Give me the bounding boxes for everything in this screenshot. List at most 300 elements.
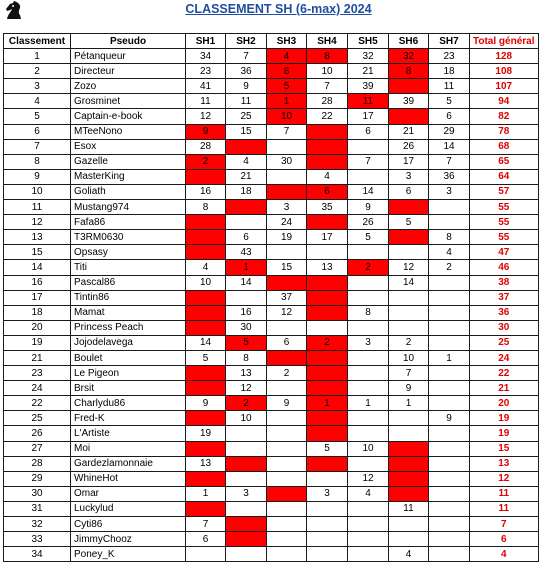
sh1-cell: 12 bbox=[186, 109, 226, 124]
sh3-cell: 24 bbox=[267, 215, 307, 230]
sh6-cell: 32 bbox=[389, 49, 429, 64]
sh1-cell: 7 bbox=[186, 517, 226, 532]
sh2-cell bbox=[226, 471, 267, 486]
sh1-cell bbox=[186, 366, 226, 381]
sh1-cell: 9 bbox=[186, 396, 226, 411]
sh4-cell: 13 bbox=[307, 260, 348, 275]
sh5-cell bbox=[348, 456, 389, 471]
sh3-cell: 8 bbox=[267, 64, 307, 79]
sh2-cell: 3 bbox=[226, 486, 267, 501]
sh5-cell: 6 bbox=[348, 124, 389, 139]
rank-cell: 12 bbox=[4, 215, 71, 230]
sh1-cell bbox=[186, 290, 226, 305]
sh1-cell: 9 bbox=[186, 124, 226, 139]
rank-cell: 2 bbox=[4, 64, 71, 79]
col-header-pseudo: Pseudo bbox=[71, 34, 186, 49]
sh7-cell bbox=[429, 486, 470, 501]
total-cell: 22 bbox=[470, 366, 539, 381]
rank-cell: 17 bbox=[4, 290, 71, 305]
sh5-cell: 9 bbox=[348, 200, 389, 215]
sh7-cell: 7 bbox=[429, 154, 470, 169]
sh5-cell: 14 bbox=[348, 184, 389, 199]
page-title: CLASSEMENT SH (6-max) 2024 bbox=[185, 2, 372, 16]
sh6-cell: 11 bbox=[389, 501, 429, 516]
sh4-cell bbox=[307, 426, 348, 441]
sh7-cell bbox=[429, 290, 470, 305]
sh6-cell: 39 bbox=[389, 94, 429, 109]
sh4-cell bbox=[307, 456, 348, 471]
table-row bbox=[4, 124, 539, 139]
total-cell: 7 bbox=[470, 517, 539, 532]
sh2-cell bbox=[226, 426, 267, 441]
sh2-cell: 30 bbox=[226, 320, 267, 335]
sh4-cell bbox=[307, 139, 348, 154]
total-cell: 55 bbox=[470, 200, 539, 215]
sh6-cell bbox=[389, 245, 429, 260]
table-row bbox=[4, 335, 539, 350]
sh6-cell bbox=[389, 517, 429, 532]
sh1-cell bbox=[186, 230, 226, 245]
sh6-cell: 8 bbox=[389, 64, 429, 79]
total-cell: 15 bbox=[470, 441, 539, 456]
pseudo-cell: L'Artiste bbox=[71, 426, 186, 441]
rank-cell: 4 bbox=[4, 94, 71, 109]
sh4-cell bbox=[307, 290, 348, 305]
sh7-cell bbox=[429, 366, 470, 381]
total-cell: 57 bbox=[470, 184, 539, 199]
sh3-cell bbox=[267, 245, 307, 260]
col-header-total: Total général bbox=[470, 34, 539, 49]
sh5-cell: 7 bbox=[348, 154, 389, 169]
sh2-cell: 5 bbox=[226, 335, 267, 350]
sh3-cell: 9 bbox=[267, 396, 307, 411]
sh3-cell bbox=[267, 547, 307, 562]
sh4-cell: 28 bbox=[307, 94, 348, 109]
table-row bbox=[4, 501, 539, 516]
total-cell: 128 bbox=[470, 49, 539, 64]
pseudo-cell: Opsasy bbox=[71, 245, 186, 260]
rank-cell: 15 bbox=[4, 245, 71, 260]
sh4-cell bbox=[307, 215, 348, 230]
sh2-cell: 12 bbox=[226, 381, 267, 396]
table-row bbox=[4, 154, 539, 169]
sh7-cell bbox=[429, 215, 470, 230]
pseudo-cell: Pétanqueur bbox=[71, 49, 186, 64]
sh1-cell: 14 bbox=[186, 335, 226, 350]
sh5-cell bbox=[348, 139, 389, 154]
pseudo-cell: Cyti86 bbox=[71, 517, 186, 532]
sh7-cell: 14 bbox=[429, 139, 470, 154]
pseudo-cell: Charlydu86 bbox=[71, 396, 186, 411]
sh7-cell: 23 bbox=[429, 49, 470, 64]
sh7-cell bbox=[429, 275, 470, 290]
rank-cell: 1 bbox=[4, 49, 71, 64]
sh4-cell bbox=[307, 381, 348, 396]
sh4-cell bbox=[307, 547, 348, 562]
rank-cell: 19 bbox=[4, 335, 71, 350]
table-row bbox=[4, 290, 539, 305]
rank-cell: 21 bbox=[4, 350, 71, 365]
sh3-cell: 15 bbox=[267, 260, 307, 275]
rank-cell: 8 bbox=[4, 154, 71, 169]
pseudo-cell: Gardezlamonnaie bbox=[71, 456, 186, 471]
rank-cell: 22 bbox=[4, 396, 71, 411]
sh2-cell: 10 bbox=[226, 411, 267, 426]
rank-cell: 6 bbox=[4, 124, 71, 139]
sh2-cell: 43 bbox=[226, 245, 267, 260]
sh1-cell bbox=[186, 471, 226, 486]
sh7-cell bbox=[429, 441, 470, 456]
sh1-cell: 13 bbox=[186, 456, 226, 471]
table-row bbox=[4, 139, 539, 154]
rank-cell: 30 bbox=[4, 486, 71, 501]
sh2-cell: 6 bbox=[226, 230, 267, 245]
sh7-cell: 4 bbox=[429, 245, 470, 260]
total-cell: 65 bbox=[470, 154, 539, 169]
rank-cell: 13 bbox=[4, 230, 71, 245]
pseudo-cell: MasterKing bbox=[71, 169, 186, 184]
sh7-cell bbox=[429, 501, 470, 516]
table-row bbox=[4, 230, 539, 245]
sh6-cell bbox=[389, 426, 429, 441]
sh1-cell: 11 bbox=[186, 94, 226, 109]
total-cell: 6 bbox=[470, 532, 539, 547]
sh6-cell: 9 bbox=[389, 381, 429, 396]
pseudo-cell: Titi bbox=[71, 260, 186, 275]
pseudo-cell: Tintin86 bbox=[71, 290, 186, 305]
sh5-cell bbox=[348, 169, 389, 184]
col-header-sh3: SH3 bbox=[267, 34, 307, 49]
sh5-cell: 17 bbox=[348, 109, 389, 124]
total-cell: 107 bbox=[470, 79, 539, 94]
total-cell: 19 bbox=[470, 411, 539, 426]
sh3-cell bbox=[267, 411, 307, 426]
sh3-cell: 5 bbox=[267, 79, 307, 94]
sh4-cell bbox=[307, 154, 348, 169]
sh6-cell bbox=[389, 486, 429, 501]
sh3-cell bbox=[267, 184, 307, 199]
total-cell: 12 bbox=[470, 471, 539, 486]
sh3-cell bbox=[267, 426, 307, 441]
sh6-cell bbox=[389, 456, 429, 471]
rank-cell: 24 bbox=[4, 381, 71, 396]
sh4-cell: 1 bbox=[307, 396, 348, 411]
sh2-cell: 16 bbox=[226, 305, 267, 320]
sh6-cell bbox=[389, 532, 429, 547]
sh2-cell bbox=[226, 501, 267, 516]
sh3-cell: 1 bbox=[267, 94, 307, 109]
sh4-cell: 5 bbox=[307, 441, 348, 456]
table-row bbox=[4, 305, 539, 320]
rank-cell: 20 bbox=[4, 320, 71, 335]
sh5-cell bbox=[348, 517, 389, 532]
rank-cell: 26 bbox=[4, 426, 71, 441]
total-cell: 68 bbox=[470, 139, 539, 154]
rank-cell: 5 bbox=[4, 109, 71, 124]
sh3-cell bbox=[267, 320, 307, 335]
col-header-sh5: SH5 bbox=[348, 34, 389, 49]
sh4-cell: 4 bbox=[307, 169, 348, 184]
table-row bbox=[4, 109, 539, 124]
sh3-cell: 37 bbox=[267, 290, 307, 305]
sh3-cell bbox=[267, 456, 307, 471]
sh5-cell: 26 bbox=[348, 215, 389, 230]
pseudo-cell: Fred-K bbox=[71, 411, 186, 426]
sh6-cell: 17 bbox=[389, 154, 429, 169]
total-cell: 108 bbox=[470, 64, 539, 79]
table-row bbox=[4, 215, 539, 230]
sh4-cell bbox=[307, 305, 348, 320]
sh3-cell: 30 bbox=[267, 154, 307, 169]
sh4-cell bbox=[307, 275, 348, 290]
rank-cell: 16 bbox=[4, 275, 71, 290]
sh5-cell: 8 bbox=[348, 305, 389, 320]
sh6-cell: 6 bbox=[389, 184, 429, 199]
pseudo-cell: Zozo bbox=[71, 79, 186, 94]
sh6-cell: 10 bbox=[389, 350, 429, 365]
sh1-cell bbox=[186, 501, 226, 516]
sh5-cell: 32 bbox=[348, 49, 389, 64]
sh7-cell bbox=[429, 200, 470, 215]
sh2-cell: 1 bbox=[226, 260, 267, 275]
pseudo-cell: Omar bbox=[71, 486, 186, 501]
sh2-cell bbox=[226, 547, 267, 562]
sh2-cell bbox=[226, 215, 267, 230]
sh5-cell bbox=[348, 426, 389, 441]
sh1-cell bbox=[186, 305, 226, 320]
sh2-cell bbox=[226, 139, 267, 154]
sh1-cell: 16 bbox=[186, 184, 226, 199]
rank-cell: 28 bbox=[4, 456, 71, 471]
sh4-cell: 35 bbox=[307, 200, 348, 215]
pseudo-cell: Brsit bbox=[71, 381, 186, 396]
sh5-cell: 3 bbox=[348, 335, 389, 350]
sh2-cell: 21 bbox=[226, 169, 267, 184]
sh1-cell bbox=[186, 547, 226, 562]
sh4-cell: 3 bbox=[307, 486, 348, 501]
pseudo-cell: Goliath bbox=[71, 184, 186, 199]
sh1-cell: 34 bbox=[186, 49, 226, 64]
total-cell: 11 bbox=[470, 501, 539, 516]
rank-cell: 9 bbox=[4, 169, 71, 184]
table-row bbox=[4, 547, 539, 562]
sh2-cell: 14 bbox=[226, 275, 267, 290]
total-cell: 24 bbox=[470, 350, 539, 365]
sh6-cell bbox=[389, 471, 429, 486]
rank-cell: 29 bbox=[4, 471, 71, 486]
sh5-cell bbox=[348, 350, 389, 365]
total-cell: 25 bbox=[470, 335, 539, 350]
table-row bbox=[4, 411, 539, 426]
sh3-cell bbox=[267, 350, 307, 365]
pseudo-cell: Directeur bbox=[71, 64, 186, 79]
sh5-cell: 39 bbox=[348, 79, 389, 94]
sh4-cell bbox=[307, 350, 348, 365]
sh3-cell: 12 bbox=[267, 305, 307, 320]
sh4-cell bbox=[307, 245, 348, 260]
sh3-cell bbox=[267, 517, 307, 532]
sh7-cell: 36 bbox=[429, 169, 470, 184]
total-cell: 55 bbox=[470, 230, 539, 245]
sh5-cell: 10 bbox=[348, 441, 389, 456]
sh1-cell: 23 bbox=[186, 64, 226, 79]
sh3-cell: 19 bbox=[267, 230, 307, 245]
table-row bbox=[4, 366, 539, 381]
sh5-cell: 2 bbox=[348, 260, 389, 275]
sh5-cell bbox=[348, 290, 389, 305]
table-row bbox=[4, 200, 539, 215]
ranking-table bbox=[3, 33, 539, 562]
pseudo-cell: Boulet bbox=[71, 350, 186, 365]
sh7-cell: 5 bbox=[429, 94, 470, 109]
sh3-cell bbox=[267, 275, 307, 290]
rank-cell: 31 bbox=[4, 501, 71, 516]
pseudo-cell: Fafa86 bbox=[71, 215, 186, 230]
sh3-cell bbox=[267, 486, 307, 501]
sh3-cell bbox=[267, 139, 307, 154]
rank-cell: 32 bbox=[4, 517, 71, 532]
sh2-cell bbox=[226, 200, 267, 215]
sh3-cell bbox=[267, 381, 307, 396]
sh7-cell bbox=[429, 426, 470, 441]
total-cell: 82 bbox=[470, 109, 539, 124]
total-cell: 30 bbox=[470, 320, 539, 335]
col-header-sh1: SH1 bbox=[186, 34, 226, 49]
sh5-cell: 1 bbox=[348, 396, 389, 411]
table-row bbox=[4, 486, 539, 501]
sh5-cell bbox=[348, 275, 389, 290]
rank-cell: 11 bbox=[4, 200, 71, 215]
rank-cell: 7 bbox=[4, 139, 71, 154]
total-cell: 47 bbox=[470, 245, 539, 260]
table-row bbox=[4, 456, 539, 471]
sh1-cell: 28 bbox=[186, 139, 226, 154]
sh6-cell bbox=[389, 411, 429, 426]
table-row bbox=[4, 169, 539, 184]
pseudo-cell: Gazelle bbox=[71, 154, 186, 169]
sh5-cell bbox=[348, 381, 389, 396]
table-row bbox=[4, 350, 539, 365]
sh6-cell: 12 bbox=[389, 260, 429, 275]
sh4-cell bbox=[307, 320, 348, 335]
sh1-cell: 41 bbox=[186, 79, 226, 94]
sh3-cell: 7 bbox=[267, 124, 307, 139]
col-header-sh7: SH7 bbox=[429, 34, 470, 49]
sh7-cell bbox=[429, 471, 470, 486]
sh4-cell bbox=[307, 471, 348, 486]
sh2-cell bbox=[226, 456, 267, 471]
sh1-cell bbox=[186, 441, 226, 456]
table-row bbox=[4, 94, 539, 109]
total-cell: 94 bbox=[470, 94, 539, 109]
sh4-cell: 10 bbox=[307, 64, 348, 79]
total-cell: 46 bbox=[470, 260, 539, 275]
sh4-cell bbox=[307, 411, 348, 426]
sh4-cell bbox=[307, 501, 348, 516]
pseudo-cell: Grosminet bbox=[71, 94, 186, 109]
sh5-cell: 21 bbox=[348, 64, 389, 79]
pseudo-cell: Moi bbox=[71, 441, 186, 456]
sh1-cell: 5 bbox=[186, 350, 226, 365]
rank-cell: 23 bbox=[4, 366, 71, 381]
sh7-cell bbox=[429, 517, 470, 532]
sh4-cell: 2 bbox=[307, 335, 348, 350]
sh5-cell: 4 bbox=[348, 486, 389, 501]
sh1-cell bbox=[186, 320, 226, 335]
sh7-cell: 1 bbox=[429, 350, 470, 365]
sh6-cell bbox=[389, 79, 429, 94]
sh2-cell: 4 bbox=[226, 154, 267, 169]
sh7-cell: 9 bbox=[429, 411, 470, 426]
pseudo-cell: Princess Peach bbox=[71, 320, 186, 335]
sh4-cell: 7 bbox=[307, 79, 348, 94]
sh7-cell: 8 bbox=[429, 230, 470, 245]
sh7-cell: 2 bbox=[429, 260, 470, 275]
sh5-cell: 11 bbox=[348, 94, 389, 109]
sh1-cell bbox=[186, 411, 226, 426]
sh6-cell: 5 bbox=[389, 215, 429, 230]
pseudo-cell: Jojodelavega bbox=[71, 335, 186, 350]
sh1-cell: 8 bbox=[186, 200, 226, 215]
total-cell: 36 bbox=[470, 305, 539, 320]
sh7-cell bbox=[429, 396, 470, 411]
total-cell: 19 bbox=[470, 426, 539, 441]
sh2-cell: 18 bbox=[226, 184, 267, 199]
sh1-cell: 10 bbox=[186, 275, 226, 290]
total-cell: 78 bbox=[470, 124, 539, 139]
total-cell: 4 bbox=[470, 547, 539, 562]
table-row bbox=[4, 260, 539, 275]
sh6-cell: 1 bbox=[389, 396, 429, 411]
sh2-cell: 25 bbox=[226, 109, 267, 124]
sh2-cell: 8 bbox=[226, 350, 267, 365]
sh7-cell bbox=[429, 305, 470, 320]
sh4-cell: 22 bbox=[307, 109, 348, 124]
sh3-cell bbox=[267, 471, 307, 486]
total-cell: 64 bbox=[470, 169, 539, 184]
table-row bbox=[4, 381, 539, 396]
sh2-cell: 11 bbox=[226, 94, 267, 109]
pseudo-cell: Mustang974 bbox=[71, 200, 186, 215]
sh7-cell: 18 bbox=[429, 64, 470, 79]
total-cell: 20 bbox=[470, 396, 539, 411]
sh2-cell bbox=[226, 532, 267, 547]
sh4-cell: 6 bbox=[307, 184, 348, 199]
sh1-cell bbox=[186, 245, 226, 260]
col-header-sh2: SH2 bbox=[226, 34, 267, 49]
sh2-cell: 36 bbox=[226, 64, 267, 79]
total-cell: 11 bbox=[470, 486, 539, 501]
pseudo-cell: Pascal86 bbox=[71, 275, 186, 290]
sh4-cell: 8 bbox=[307, 49, 348, 64]
sh5-cell bbox=[348, 320, 389, 335]
sh7-cell bbox=[429, 456, 470, 471]
sh6-cell: 7 bbox=[389, 366, 429, 381]
pseudo-cell: Luckylud bbox=[71, 501, 186, 516]
sh5-cell bbox=[348, 366, 389, 381]
sh1-cell: 19 bbox=[186, 426, 226, 441]
sh5-cell: 5 bbox=[348, 230, 389, 245]
sh3-cell bbox=[267, 532, 307, 547]
sh7-cell: 6 bbox=[429, 109, 470, 124]
rank-cell: 25 bbox=[4, 411, 71, 426]
sh6-cell bbox=[389, 109, 429, 124]
pseudo-cell: T3RM0630 bbox=[71, 230, 186, 245]
sh2-cell bbox=[226, 441, 267, 456]
rank-cell: 3 bbox=[4, 79, 71, 94]
pseudo-cell: JimmyChooz bbox=[71, 532, 186, 547]
sh5-cell bbox=[348, 411, 389, 426]
